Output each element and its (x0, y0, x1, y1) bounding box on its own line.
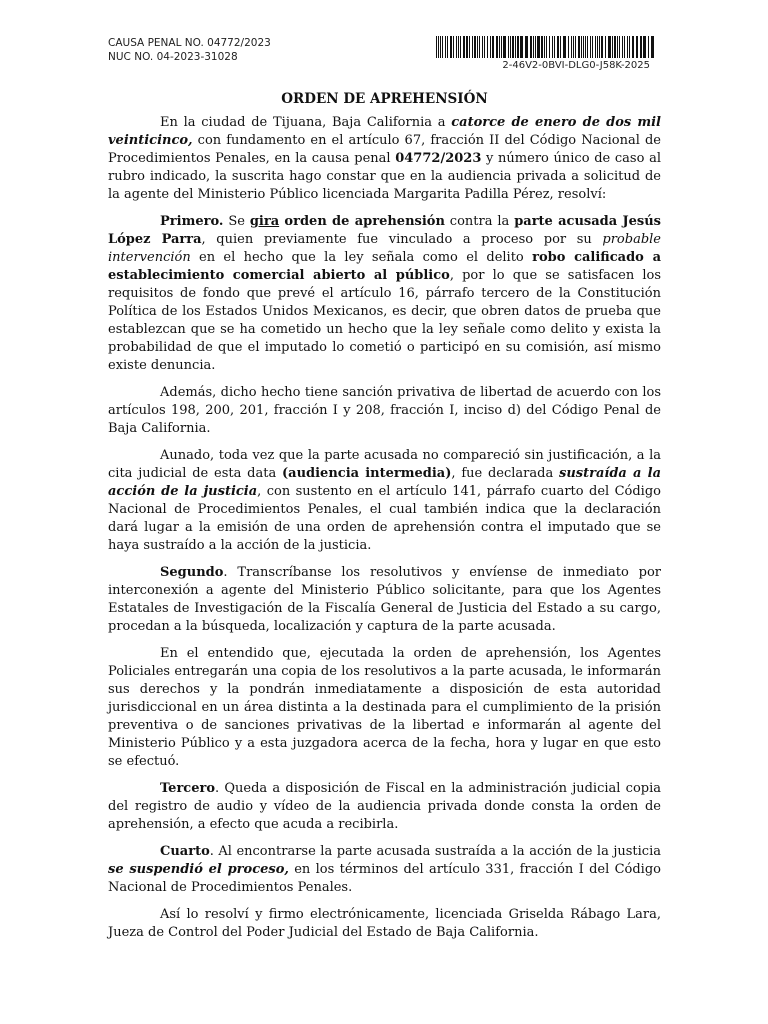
paragraph-firma: Así lo resolví y firmo electrónicamente, licenciada Griselda Rábago Lara, Jueza de Control del Poder Judicial del Estado de Baja California. (108, 907, 661, 940)
barcode-block (436, 36, 656, 71)
paragraph-intro: En la ciudad de Tijuana, Baja California a catorce de enero de dos mil veinticinco, con fundamento en el artículo 67, fracción II del Código Nacional de Procedimientos Penales, en la causa penal 04772/2023 y número único de caso al rubro indicado, la suscrita hago constar que en la audiencia privada a solicitud de la agente del Ministerio Público licenciada Margarita Padilla Pérez, resolví: (108, 115, 661, 202)
barcode-image (436, 36, 656, 58)
document-title: ORDEN DE APREHENSIÓN (281, 91, 488, 107)
paragraph-segundo: Segundo. Transcríbanse los resolutivos y envíense de inmediato por interconexión a agente del Ministerio Público solicitante, para que los Agentes Estatales de Investigación de la Fiscalía General de Justicia del Estado a su cargo, procedan a la búsqueda, localización y captura de la parte acusada. (108, 565, 661, 634)
nuc-number: NUC NO. 04-2023-31028 (108, 51, 238, 63)
paragraph-entendido: En el entendido que, ejecutada la orden de aprehensión, los Agentes Policiales entregarán una copia de los resolutivos a la parte acusada, le informarán sus derechos y la pondrán inmediatamente a disposición de esta autoridad jurisdiccional en un área distinta a la destinada para el cumplimiento de la prisión preventiva o de sanciones privativas de la libertad e informarán al agente del Ministerio Público y a esta juzgadora acerca de la fecha, hora y lugar en que esto se efectuó. (108, 646, 661, 769)
document-body (108, 88, 661, 951)
paragraph-aunado: Aunado, toda vez que la parte acusada no compareció sin justificación, a la cita judicial de esta data (audiencia intermedia), fue declarada sustraída a la acción de la justicia, con sustento en el artículo 141, párrafo cuarto del Código Nacional de Procedimientos Penales, el cual también indica que la declaración dará lugar a la emisión de una orden de aprehensión contra el imputado que se haya sustraído a la acción de la justicia. (108, 448, 661, 553)
paragraph-primero: Primero. Se gira orden de aprehensión contra la parte acusada Jesús López Parra, quien previamente fue vinculado a proceso por su probable intervención en el hecho que la ley señala como el delito robo calificado a establecimiento comercial abierto al público, por lo que se satisfacen los requisitos de fondo que prevé el artículo 16, párrafo tercero de la Constitución Política de los Estados Unidos Mexicanos, es decir, que obren datos de prueba que establezcan que se ha cometido un hecho que la ley señale como delito y exista la probabilidad de que el imputado lo cometió o participó en su comisión, así mismo existe denuncia. (108, 214, 661, 373)
paragraph-tercero: Tercero. Queda a disposición de Fiscal en la administración judicial copia del registro de audio y vídeo de la audiencia privada donde consta la orden de aprehensión, a efecto que acuda a recibirla. (108, 781, 661, 832)
case-header (108, 36, 271, 64)
case-number: CAUSA PENAL NO. 04772/2023 (108, 37, 271, 49)
paragraph-cuarto: Cuarto. Al encontrarse la parte acusada sustraída a la acción de la justicia se suspendió el proceso, en los términos del artículo 331, fracción I del Código Nacional de Procedimientos Penales. (108, 844, 661, 895)
barcode-code: 2-46V2-0BVI-DLG0-J58K-2025 (502, 60, 650, 71)
paragraph-sancion: Además, dicho hecho tiene sanción privativa de libertad de acuerdo con los artículos 198, 200, 201, fracción I y 208, fracción I, inciso d) del Código Penal de Baja California. (108, 385, 661, 436)
